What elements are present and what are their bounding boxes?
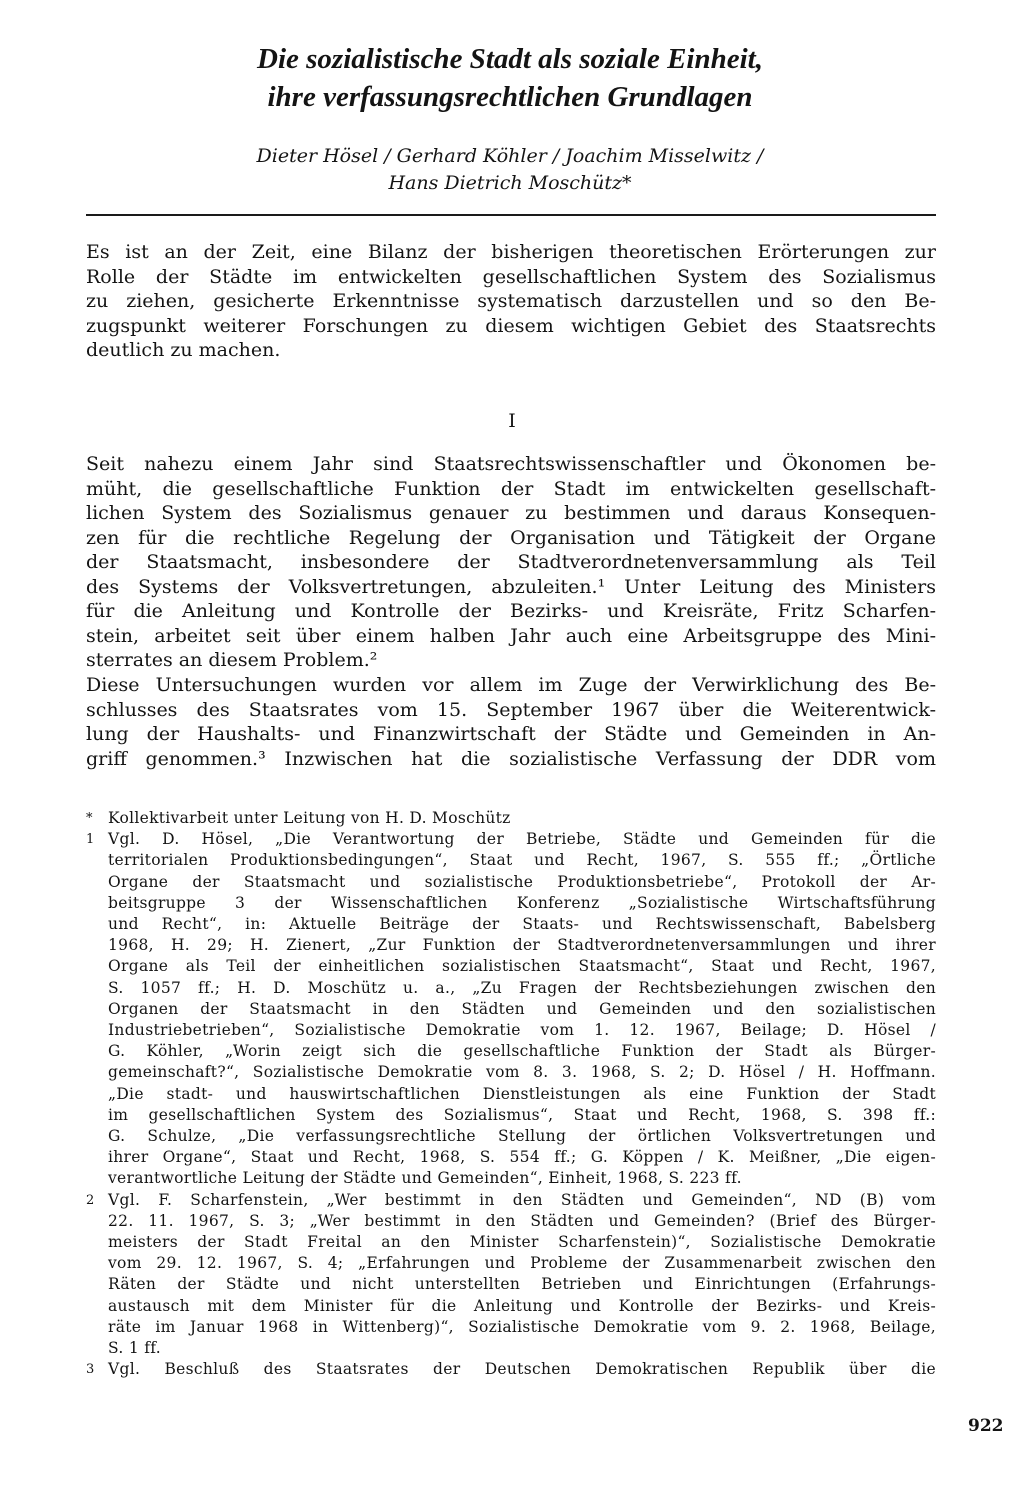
text-line: stein, arbeitet seit über einem halben Jahr auch eine Arbeitsgruppe des Mini- (86, 624, 936, 647)
text-line: lung der Haushalts- und Finanzwirtschaft der Städte und Gemeinden in An- (86, 723, 936, 745)
footnote-line: G. Köhler, „Worin zeigt sich die gesellschaftliche Funktion der Stadt als Bürger- (108, 1042, 936, 1061)
footnote-line: „Die stadt- und hauswirtschaftlichen Dienstleistungen als eine Funktion der Stadt (108, 1084, 936, 1103)
footnote-line: Kollektivarbeit unter Leitung von H. D. Moschütz (108, 809, 511, 827)
section-heading: I (508, 410, 516, 432)
text-line: deutlich zu machen. (86, 339, 281, 361)
title-divider (86, 214, 936, 216)
footnote-line: S. 1057 ff.; H. D. Moschütz u. a., „Zu Fragen der Rechtsbeziehungen zwischen den (108, 978, 936, 997)
text-line: sterrates an diesem Problem.² (86, 649, 378, 671)
footnote-mark: * (86, 811, 93, 826)
footnote-line: Räten der Städte und nicht unterstellten Betrieben und Einrichtungen (Erfahrungs- (108, 1275, 936, 1294)
footnote-mark: 1 (86, 832, 95, 848)
body-paragraph-1 (86, 452, 936, 673)
footnote-line: meisters der Stadt Freital an den Minister Scharfenstein)“, Sozialistische Demokratie (108, 1233, 936, 1252)
footnote-2 (86, 1190, 936, 1360)
footnote-3 (86, 1359, 936, 1380)
footnote-line: 22. 11. 1967, S. 3; „Wer bestimmt in den Städten und Gemeinden? (Brief des Bürger- (108, 1211, 936, 1230)
page-number: 922 (968, 1416, 1004, 1436)
footnote-line: gemeinschaft?“, Sozialistische Demokratie vom 8. 3. 1968, S. 2; D. Hösel / H. Hoffmann. (108, 1063, 936, 1082)
footnote-line: im gesellschaftlichen System des Sozialismus“, Staat und Recht, 1968, S. 398 ff.: (108, 1105, 936, 1124)
author-list (150, 143, 870, 197)
text-line: schlusses des Staatsrates vom 15. September 1967 über die Weiterentwick- (86, 698, 936, 721)
text-line: Seit nahezu einem Jahr sind Staatsrechtswissenschaftler und Ökonomen be- (86, 453, 936, 475)
footnote-line: austausch mit dem Minister für die Anleitung und Kontrolle der Bezirks- und Kreis- (108, 1296, 936, 1315)
title-line: ihre verfassungsrechtlichen Grundlagen (267, 81, 753, 113)
text-line: müht, die gesellschaftliche Funktion der Stadt im entwickelten gesellschaft- (86, 477, 936, 500)
footnote-line: räte im Januar 1968 in Wittenberg)“, Sozialistische Demokratie vom 9. 2. 1968, Beilage, (108, 1317, 936, 1336)
footnote-line: Vgl. F. Scharfenstein, „Wer bestimmt in den Städten und Gemeinden“, ND (B) vom (108, 1190, 936, 1209)
footnote-line: Organe der Staatsmacht und sozialistische Produktionsbetriebe“, Protokoll der Ar- (108, 872, 936, 891)
footnote-line: Vgl. Beschluß des Staatsrates der Deutschen Demokratischen Republik über die (108, 1360, 936, 1379)
author-line: Dieter Hösel / Gerhard Köhler / Joachim Misselwitz / (256, 145, 764, 167)
text-line: Diese Untersuchungen wurden vor allem im Zuge der Verwirklichung des Be- (86, 674, 936, 696)
body-paragraph-2 (86, 673, 936, 771)
footnote-line: 1968, H. 29; H. Zienert, „Zur Funktion der Stadtverordnetenversammlungen und ihrer (108, 936, 936, 955)
footnote-mark: 3 (86, 1362, 95, 1378)
footnote-line: G. Schulze, „Die verfassungsrechtliche Stellung der örtlichen Volksvertretungen und (108, 1127, 936, 1146)
text-line: griff genommen.³ Inzwischen hat die sozialistische Verfassung der DDR vom (86, 747, 936, 770)
text-line: Es ist an der Zeit, eine Bilanz der bisherigen theoretischen Erörterungen zur (86, 241, 936, 263)
text-line: der Staatsmacht, insbesondere der Stadtverordnetenversammlung als Teil (86, 551, 936, 573)
author-line: Hans Dietrich Moschütz* (388, 172, 632, 194)
footnote-1 (86, 829, 936, 1189)
text-line: zu ziehen, gesicherte Erkenntnisse systematisch darzustellen und so den Be- (86, 290, 936, 312)
text-line: zugspunkt weiterer Forschungen zu diesem wichtigen Gebiet des Staatsrechts (86, 314, 936, 337)
footnote-line: vom 29. 12. 1967, S. 4; „Erfahrungen und Probleme der Zusammenarbeit zwischen den (108, 1254, 936, 1273)
footnote-mark: 2 (86, 1192, 95, 1208)
text-line: lichen System des Sozialismus genauer zu bestimmen und daraus Konsequen- (86, 502, 936, 524)
title-line: Die sozialistische Stadt als soziale Einheit, (257, 43, 763, 75)
footnote-line: beitsgruppe 3 der Wissenschaftlichen Konferenz „Sozialistische Wirtschaftsführung (108, 893, 936, 912)
footnote-author (86, 808, 936, 829)
footnote-line: S. 1 ff. (108, 1339, 161, 1358)
text-line: Rolle der Städte im entwickelten gesellschaftlichen System des Sozialismus (86, 265, 936, 288)
footnote-line: Industriebetrieben“, Sozialistische Demokratie vom 1. 12. 1967, Beilage; D. Hösel / (108, 1021, 936, 1040)
intro-paragraph (86, 240, 936, 363)
footnote-line: Vgl. D. Hösel, „Die Verantwortung der Betriebe, Städte und Gemeinden für die (108, 830, 936, 849)
footnote-line: verantwortliche Leitung der Städte und Gemeinden“, Einheit, 1968, S. 223 ff. (108, 1169, 742, 1188)
article-title (150, 40, 870, 116)
footnote-line: ihrer Organe“, Staat und Recht, 1968, S. 554 ff.; G. Köppen / K. Meißner, „Die eigen- (108, 1148, 936, 1167)
footnote-line: und Recht“, in: Aktuelle Beiträge der Staats- und Rechtswissenschaft, Babelsberg (108, 915, 936, 934)
footnote-line: Organe als Teil der einheitlichen sozialistischen Staatsmacht“, Staat und Recht, 1967, (108, 957, 936, 976)
footnote-line: Organen der Staatsmacht in den Städten und Gemeinden und den sozialistischen (108, 999, 936, 1018)
footnotes (86, 808, 936, 1380)
footnote-line: territorialen Produktionsbedingungen“, Staat und Recht, 1967, S. 555 ff.; „Örtliche (108, 851, 936, 870)
text-line: für die Anleitung und Kontrolle der Bezirks- und Kreisräte, Fritz Scharfen- (86, 600, 936, 622)
text-line: des Systems der Volksvertretungen, abzuleiten.¹ Unter Leitung des Ministers (86, 575, 936, 598)
text-line: zen für die rechtliche Regelung der Organisation und Tätigkeit der Organe (86, 526, 936, 549)
